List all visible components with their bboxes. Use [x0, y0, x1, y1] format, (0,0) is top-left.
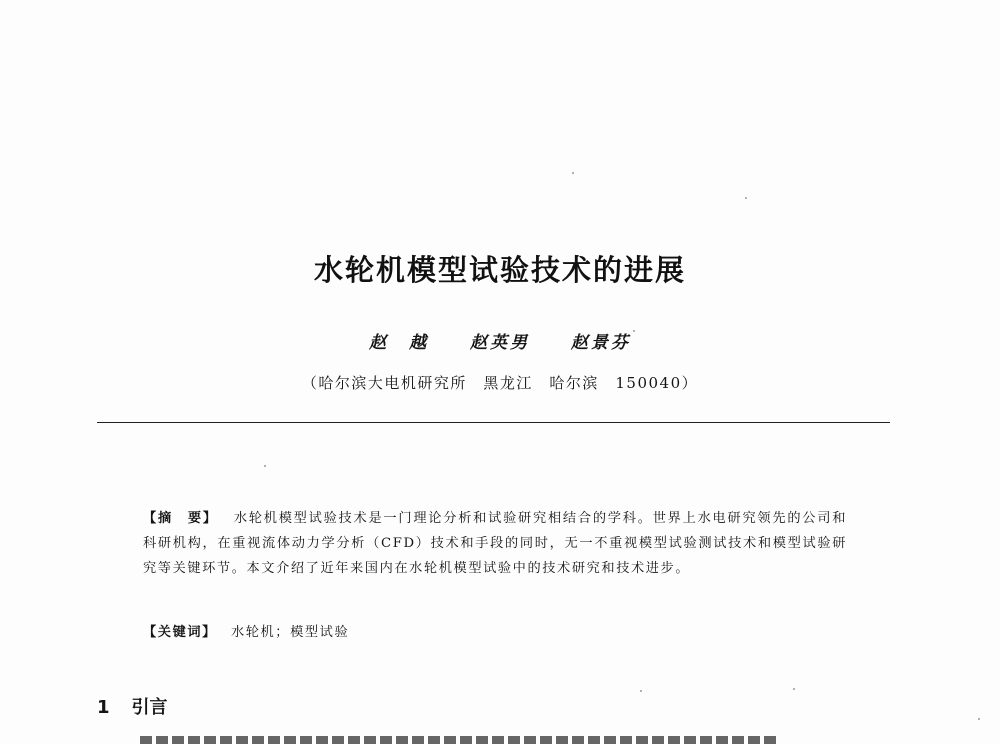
author-name: 赵景芬 — [570, 333, 631, 353]
author-name: 赵 越 — [369, 333, 430, 353]
header-divider — [97, 422, 890, 423]
scan-speck — [793, 688, 795, 690]
keywords-label: 【关键词】 — [143, 625, 217, 640]
scan-speck — [640, 690, 642, 692]
section-number: 1 — [97, 697, 110, 718]
paper-title: 水轮机模型试验技术的进展 — [313, 253, 686, 287]
truncated-body-text — [140, 736, 780, 744]
scan-speck — [978, 718, 980, 720]
abstract-label: 【摘 要】 — [143, 511, 218, 526]
scan-speck — [745, 197, 747, 199]
scan-speck — [572, 172, 574, 174]
author-name: 赵英男 — [470, 333, 530, 353]
author-list — [0, 328, 1000, 353]
section-title: 引言 — [131, 697, 168, 718]
keywords — [143, 621, 847, 640]
section-heading — [97, 693, 168, 719]
abstract — [143, 506, 847, 581]
scan-speck — [633, 330, 635, 332]
keywords-text: 水轮机；模型试验 — [230, 625, 350, 640]
author-affiliation: （哈尔滨大电机研究所 黑龙江 哈尔滨 150040） — [301, 374, 699, 392]
scan-speck — [264, 465, 266, 467]
abstract-text: 水轮机模型试验技术是一门理论分析和试验研究相结合的学科。世界上水电研究领先的公司和科研机构，在重视流体动力学分析（CFD）技术和手段的同时，无一不重视模型试验测试技术和模型试验研究等关键环节。本文介绍了近年来国内在水轮机模型试验中的技术研究和技术进步。 — [143, 511, 847, 576]
